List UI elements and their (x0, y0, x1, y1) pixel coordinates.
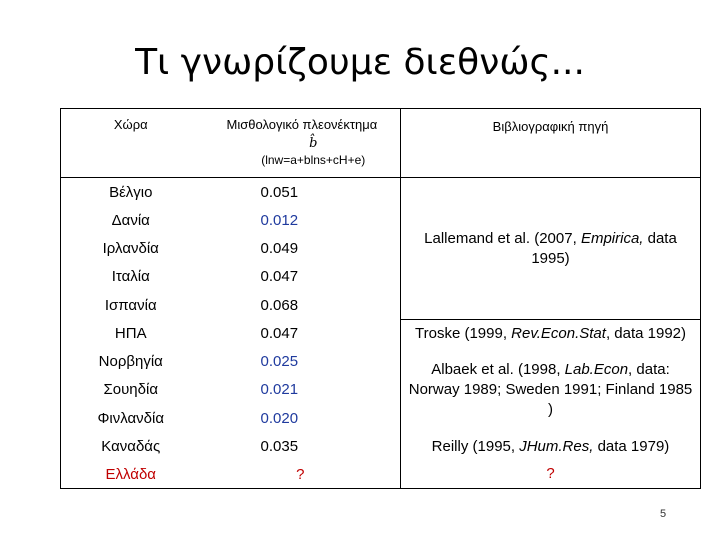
source-journal: Empirica, (580, 229, 644, 247)
value-cell: 0.047 (201, 263, 401, 291)
page-number: 5 (660, 508, 667, 520)
value-cell: 0.021 (201, 376, 401, 404)
table-row (61, 433, 701, 461)
country-cell: Φινλανδία (61, 404, 201, 433)
source-text: , data 1992) (605, 324, 686, 342)
table-header-row (61, 109, 701, 178)
slide-title: Τι γνωρίζουμε διεθνώς... (135, 42, 585, 83)
source-cell-lallemand (401, 178, 701, 320)
table-row (61, 320, 701, 348)
source-text: Troske (1999, (415, 324, 512, 342)
source-cell-greece: ? (401, 461, 701, 489)
value-cell: ? (201, 461, 401, 489)
country-cell: Ελλάδα (61, 461, 201, 489)
table-row (61, 348, 701, 376)
source-text: data 1979) (593, 437, 670, 455)
value-cell: 0.035 (201, 433, 401, 461)
country-cell: Ιρλανδία (61, 235, 201, 263)
source-journal: Lab.Econ (564, 361, 629, 378)
value-cell: 0.020 (201, 404, 401, 433)
source-text: , data: Norway 1989; Sweden 1991; Finland 1985 ) (408, 361, 693, 418)
country-cell: Ισπανία (61, 291, 201, 320)
source-cell-troske (401, 320, 701, 348)
source-text: Lallemand et al. (2007, (424, 229, 581, 247)
header-formula: (lnw=a+blns+cH+e) (261, 153, 366, 167)
source-text: data 1995) (531, 229, 677, 267)
value-cell: 0.068 (201, 291, 401, 320)
country-cell: Δανία (61, 207, 201, 235)
header-bhat: b̂ (309, 136, 318, 151)
value-cell: 0.025 (201, 348, 401, 376)
source-journal: JHum.Res, (519, 437, 594, 455)
source-text: Reilly (1995, (431, 437, 520, 455)
value-cell: 0.051 (201, 178, 401, 207)
source-journal: Rev.Econ.Stat (511, 324, 606, 342)
country-cell: Καναδάς (61, 433, 201, 461)
header-premium-label: Μισθολογικό πλεονέκτημα (226, 117, 378, 132)
value-cell: 0.047 (201, 320, 401, 348)
country-cell: ΗΠΑ (61, 320, 201, 348)
country-cell: Ιταλία (61, 263, 201, 291)
source-cell-albaek (401, 348, 701, 433)
value-cell: 0.049 (201, 235, 401, 263)
header-premium (201, 109, 401, 178)
value-cell: 0.012 (201, 207, 401, 235)
header-country: Χώρα (61, 109, 201, 178)
table-row (61, 178, 701, 207)
source-text: Albaek et al. (1998, (431, 361, 565, 378)
header-source: Βιβλιογραφική πηγή (401, 109, 701, 178)
country-cell: Νορβηγία (61, 348, 201, 376)
results-table (60, 108, 701, 489)
source-cell-reilly (401, 433, 701, 461)
country-cell: Σουηδία (61, 376, 201, 404)
country-cell: Βέλγιο (61, 178, 201, 207)
table-row (61, 461, 701, 489)
